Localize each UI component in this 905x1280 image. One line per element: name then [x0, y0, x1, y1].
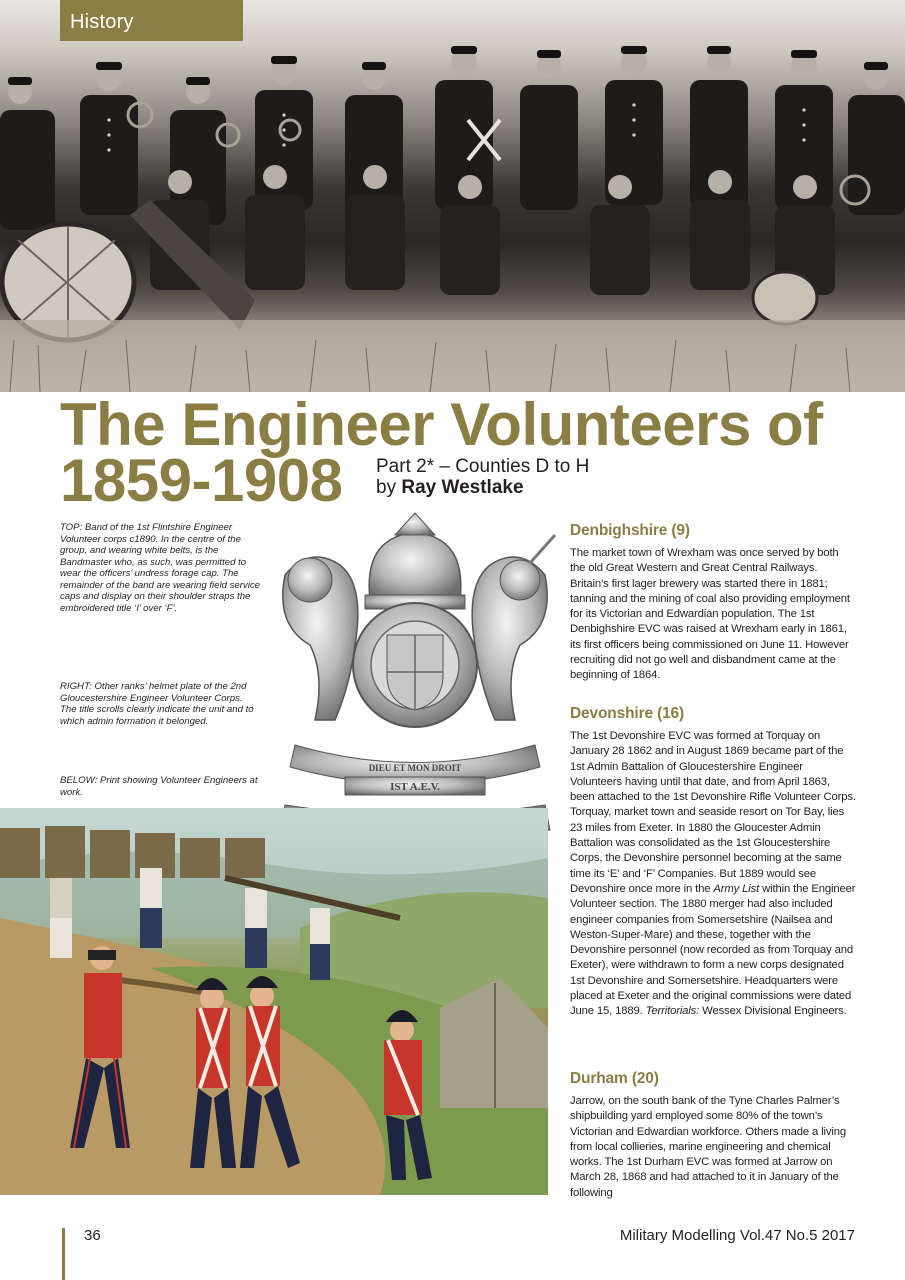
body-durham: Jarrow, on the south bank of the Tyne Charles Palmer’s shipbuilding yard employed some 80% of the town’s Victorian and Edwardian workforce. Others made a living from local collieries, marine engineering and chemical works. The 1st Durham EVC was formed at Jarrow on March 28, 1868 and had attached to it in January of the following — [570, 1095, 846, 1199]
print-scene — [0, 808, 548, 1195]
caption-right: RIGHT: Other ranks’ helmet plate of the 2nd Gloucestershire Engineer Volunteer Corps. The title scrolls clearly indicate the unit and to which admin formation it belonged. — [60, 681, 254, 727]
heading-devonshire: Devonshire (16) — [570, 705, 685, 722]
body-devonshire-part-a: The 1st Devonshire EVC was formed at Torquay on January 28 1862 and in August 1869 became part of the 1st Admin Battalion of Gloucestershire Engineer Volunteers having until that date, and from April 1863, been attached to the 1st Devonshire Rifle Volunteer Corps. Torquay, market town and seaside resort on Tor Bay, lies 23 miles from Exeter. In 1880 the Gloucester Admin Battalion was consolidated as the 1st Gloucestershire Corps, the Devonshire personnel becoming at the same time its ‘E’ and ‘F’ Companies. But 1889 would see Devonshire once more in the — [570, 730, 856, 895]
section-denbighshire — [570, 522, 856, 684]
caption-top: TOP: Band of the 1st Flintshire Engineer Volunteer corps c1890. In the centre of the group, and wearing white belts, is the Bandmaster who, as such, was permitted to wear the officers’ undress forage cap. The remainder of the band are wearing field service caps and display on their shoulder straps the embroidered title ‘I’ over ‘F’. — [60, 522, 260, 614]
band-photo-figures — [0, 0, 905, 392]
part-label: Part 2* – Counties D to H — [376, 456, 590, 477]
badge-motto: DIEU ET MON DROIT — [368, 763, 462, 773]
title-line-2: 1859-1908 — [60, 447, 343, 514]
byline-by: by — [376, 477, 397, 498]
territorials-label: Territorials: — [645, 1005, 700, 1018]
body-devonshire-part-b: within the Engineer Volunteer section. The 1880 merger had also included engineer companies from Somersetshire (Nailsea and Weston-Super-Mare) and these, together with the Devonshire personnel (now recorded as from Torquay and Exeter), were withdrawn to form a new corps designated 1st Devonshire and Somersetshire. Headquarters were placed at Exeter and the original commissions were dated June 15, 1889. — [570, 882, 856, 1018]
magazine-issue: Military Modelling Vol.47 No.5 2017 — [619, 1227, 855, 1244]
volunteer-engineers-print — [0, 808, 548, 1195]
section-tab-history: History — [60, 0, 243, 41]
heading-durham: Durham (20) — [570, 1070, 659, 1087]
army-list-italic: Army List — [713, 882, 760, 895]
footer-rule — [62, 1228, 65, 1280]
author-name: Ray Westlake — [401, 477, 524, 498]
helmet-plate-image — [255, 505, 575, 840]
territorials-value: Wessex Divisional Engineers. — [702, 1005, 847, 1018]
byline — [376, 477, 589, 498]
title-line-1: The Engineer Volunteers of — [60, 391, 823, 458]
badge-title-scroll: IST A.E.V. — [390, 781, 440, 793]
section-devonshire — [570, 705, 856, 1020]
body-denbighshire: The market town of Wrexham was once served by both the old Great Western and Great Central Railways. Britain’s first lager brewery was started there in 1881; tanning and the mining of coal also providing employment for its Victorian and Edwardian population. The 1st Denbighshire EVC was raised at Wrexham early in 1861, its first officers being commissioned on June 11. However recruiting did not go well and disbandment came at the beginning of 1864. — [570, 547, 850, 682]
caption-below: BELOW: Print showing Volunteer Engineers at work. — [60, 775, 258, 798]
body-devonshire — [570, 729, 856, 1020]
band-photograph — [0, 0, 905, 392]
article-subhead — [376, 456, 589, 498]
page-number: 36 — [84, 1227, 101, 1244]
heading-denbighshire: Denbighshire (9) — [570, 522, 690, 539]
section-durham — [570, 1070, 856, 1201]
